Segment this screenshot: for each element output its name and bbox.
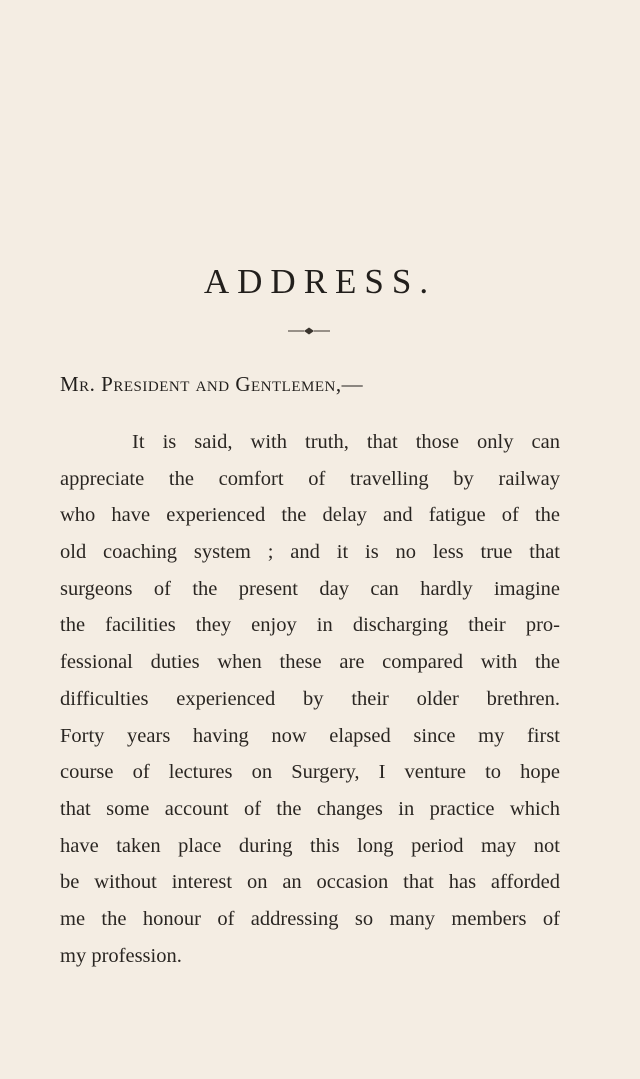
text-line: me the honour of addressing so many members of	[60, 907, 560, 930]
text-line: old coaching system ; and it is no less true that	[60, 541, 560, 564]
text-line: have taken place during this long period may not	[60, 834, 560, 857]
text-line: difficulties experienced by their older brethren.	[60, 687, 560, 710]
text-line: my profession.	[60, 944, 182, 967]
text-line: appreciate the comfort of travelling by railway	[60, 467, 560, 490]
text-line: that some account of the changes in practice which	[60, 797, 560, 820]
text-line: surgeons of the present day can hardly imagine	[60, 577, 560, 600]
text-line: fessional duties when these are compared with the	[60, 651, 560, 674]
text-line: It is said, with truth, that those only can	[132, 431, 560, 453]
text-line: who have experienced the delay and fatigue of the	[60, 504, 560, 527]
ornament-divider	[286, 326, 332, 336]
page-title: ADDRESS.	[203, 262, 437, 301]
text-line: course of lectures on Surgery, I venture to hope	[60, 761, 560, 784]
salutation: Mr. President and Gentlemen,—	[60, 372, 364, 396]
body-paragraph	[60, 424, 560, 974]
text-line: Forty years having now elapsed since my first	[60, 724, 560, 747]
text-line: be without interest on an occasion that has afforded	[60, 871, 560, 894]
text-line: the facilities they enjoy in discharging their pro-	[60, 614, 560, 637]
